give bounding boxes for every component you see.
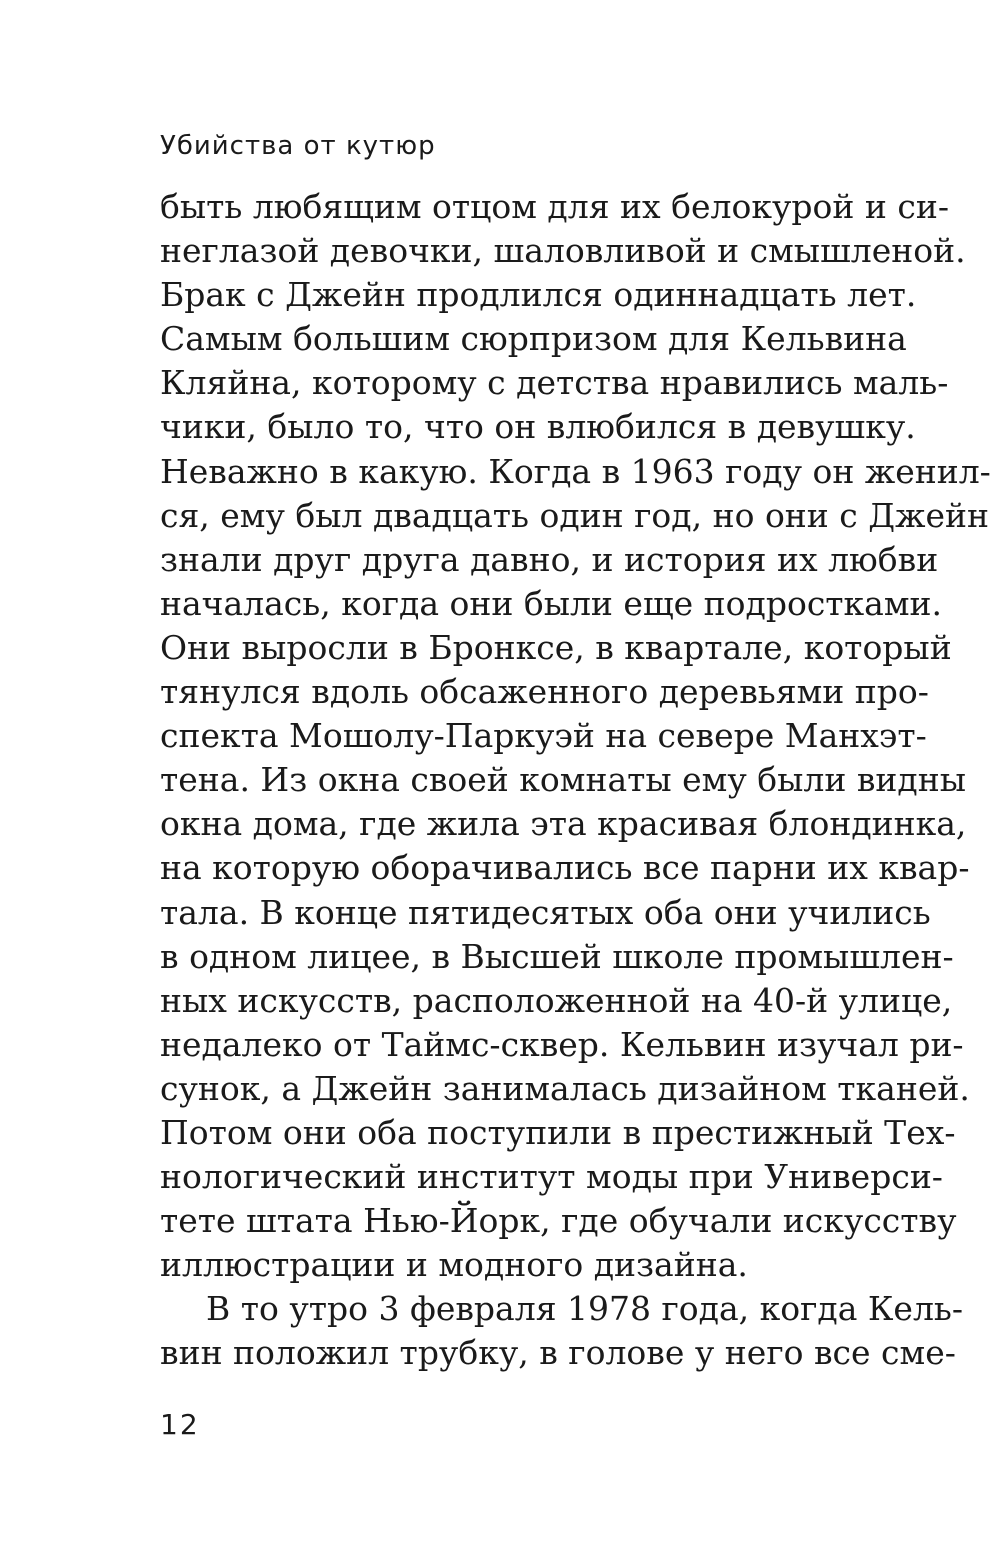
text-line: ных искусств, расположенной на 40-й улице, — [160, 980, 953, 1020]
text-line: неглазой девочки, шаловливой и смышленой. — [160, 231, 966, 271]
page-number: 12 — [160, 1408, 200, 1441]
text-line: тянулся вдоль обсаженного деревьями про- — [160, 672, 929, 712]
text-line: в одном лицее, в Высшей школе промышлен- — [160, 936, 954, 976]
text-line: иллюстрации и модного дизайна. — [160, 1245, 748, 1285]
text-line: ся, ему был двадцать один год, но они с Джейн — [160, 495, 989, 535]
text-line: тена. Из окна своей комнаты ему были видны — [160, 760, 966, 800]
text-line: чики, было то, что он влюбился в девушку. — [160, 407, 916, 447]
text-line: Самым большим сюрпризом для Кельвина — [160, 319, 907, 359]
text-line: на которую оборачивались все парни их квар- — [160, 848, 970, 888]
text-line: вин положил трубку, в голове у него все сме- — [160, 1333, 956, 1373]
text-line: тете штата Нью-Йорк, где обучали искусству — [160, 1201, 957, 1241]
text-line: Они выросли в Бронксе, в квартале, который — [160, 627, 952, 667]
text-line: сунок, а Джейн занималась дизайном тканей. — [160, 1068, 970, 1108]
text-line: Кляйна, которому с детства нравились маль- — [160, 363, 949, 403]
body-text — [160, 185, 991, 1376]
paragraph — [160, 185, 991, 1287]
text-line: быть любящим отцом для их белокурой и си- — [160, 187, 949, 226]
running-head: Убийства от кутюр — [160, 131, 436, 161]
text-line: спекта Мошолу-Паркуэй на севере Манхэт- — [160, 716, 927, 756]
text-line: окна дома, где жила эта красивая блондинка, — [160, 804, 967, 844]
paragraph — [160, 1287, 964, 1375]
text-line: В то утро 3 февраля 1978 года, когда Кель- — [206, 1289, 964, 1329]
text-line: Неважно в какую. Когда в 1963 году он женил- — [160, 451, 991, 491]
text-line: знали друг друга давно, и история их любви — [160, 539, 939, 579]
text-line: Брак с Джейн продлился одиннадцать лет. — [160, 275, 917, 315]
text-line: началась, когда они были еще подростками. — [160, 583, 943, 623]
text-line: недалеко от Таймс-сквер. Кельвин изучал ри- — [160, 1024, 964, 1064]
text-line: нологический институт моды при Универси- — [160, 1157, 943, 1197]
text-line: Потом они оба поступили в престижный Тех- — [160, 1112, 956, 1152]
text-line: тала. В конце пятидесятых оба они учились — [160, 892, 931, 932]
